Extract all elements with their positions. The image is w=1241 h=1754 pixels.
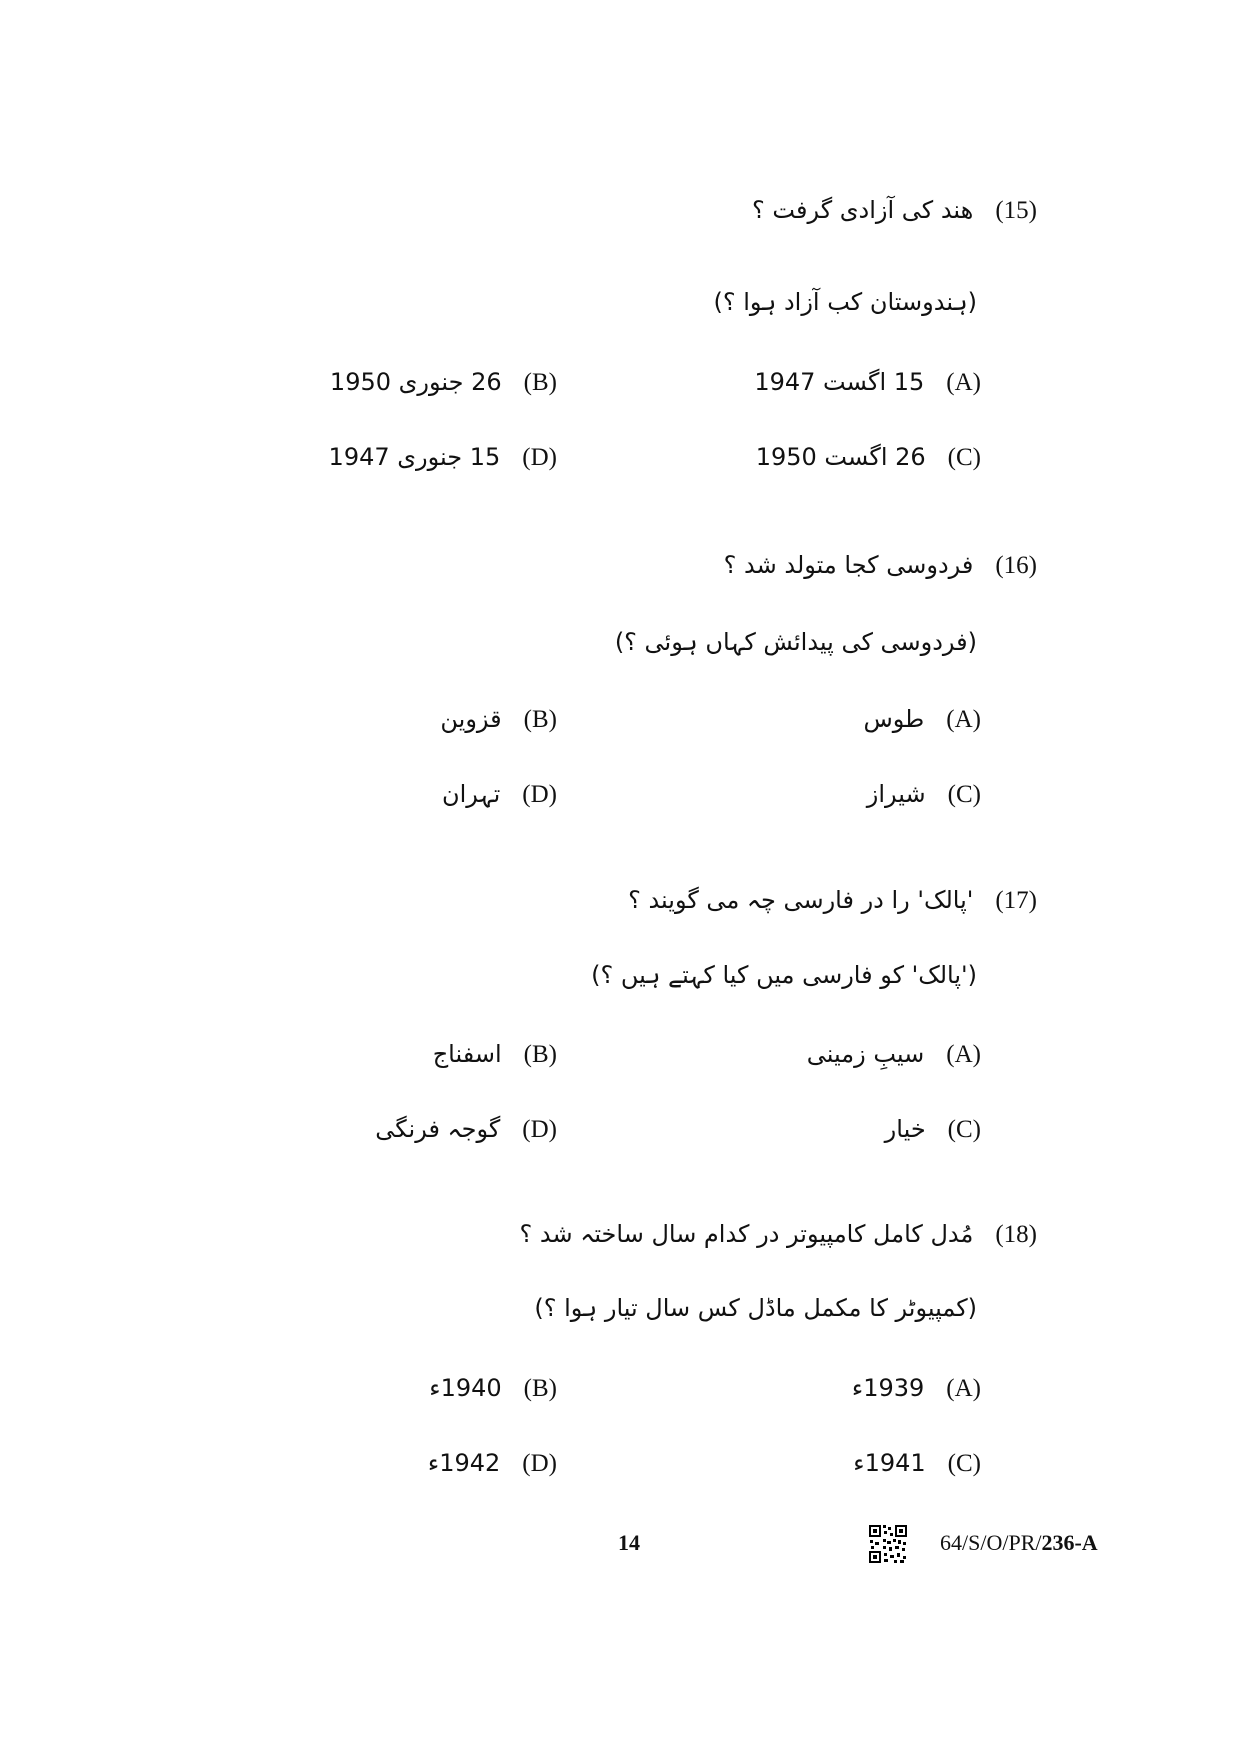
option-label: (B) xyxy=(523,369,557,396)
question-text: 'پالک' را در فارسی چہ می گویند ؟ xyxy=(628,886,974,914)
option-text: 1942ء xyxy=(427,1449,501,1477)
question-17-urdu xyxy=(591,955,977,995)
question-number: (18) xyxy=(995,1221,1037,1248)
question-text: مُدل کامل کامپیوتر در کدام سال ساختہ شد ؟ xyxy=(519,1220,974,1248)
question-text: فردوسی کجا متولد شد ؟ xyxy=(723,551,974,579)
option-label: (A) xyxy=(946,369,981,396)
option-label: (A) xyxy=(946,706,981,733)
option-label: (D) xyxy=(522,781,557,808)
option-label: (D) xyxy=(522,444,557,471)
option-text: 15 اگست 1947 xyxy=(754,368,925,396)
option-text: قزوین xyxy=(440,705,502,733)
option-18-D xyxy=(428,1443,557,1484)
option-text: 26 جنوری 1950 xyxy=(329,368,502,396)
option-text: تہران xyxy=(442,780,501,808)
option-18-A xyxy=(852,1368,981,1409)
paper-code-prefix: 64/S/O/PR/ xyxy=(940,1530,1042,1555)
option-text: 1939ء xyxy=(851,1374,925,1402)
option-18-B xyxy=(429,1368,557,1409)
option-17-B xyxy=(433,1034,557,1075)
option-text: خیار xyxy=(884,1115,926,1143)
option-16-B xyxy=(440,699,557,740)
option-18-C xyxy=(853,1443,981,1484)
option-15-C xyxy=(756,437,981,478)
option-label: (B) xyxy=(523,706,557,733)
option-label: (A) xyxy=(946,1041,981,1068)
option-label: (C) xyxy=(947,1116,981,1143)
option-label: (D) xyxy=(522,1450,557,1477)
page-number: 14 xyxy=(618,1530,640,1555)
option-15-D xyxy=(329,437,557,478)
question-translation: ('پالک' کو فارسی میں کیا کہتے ہیں ؟) xyxy=(591,961,977,989)
option-text: شیراز xyxy=(866,780,926,808)
question-18-persian xyxy=(520,1214,1037,1255)
paper-code xyxy=(940,1530,1098,1556)
option-label: (D) xyxy=(522,1116,557,1143)
option-text: 15 جنوری 1947 xyxy=(328,443,501,471)
question-translation: (فردوسی کی پیدائش کہاں ہوئی ؟) xyxy=(614,628,977,656)
question-16-persian xyxy=(724,545,1037,586)
question-number: (17) xyxy=(995,887,1037,914)
option-label: (C) xyxy=(947,444,981,471)
question-17-persian xyxy=(628,880,1037,921)
option-17-A xyxy=(807,1034,981,1075)
question-15-urdu xyxy=(714,282,978,322)
option-15-B xyxy=(330,362,557,403)
option-label: (B) xyxy=(523,1375,557,1402)
option-label: (A) xyxy=(946,1375,981,1402)
question-18-urdu xyxy=(534,1288,977,1328)
option-text: اسفناج xyxy=(432,1040,502,1068)
question-translation: (کمپیوٹر کا مکمل ماڈل کس سال تیار ہوا ؟) xyxy=(534,1294,977,1322)
option-label: (C) xyxy=(947,1450,981,1477)
option-text: طوس xyxy=(863,705,925,733)
option-label: (B) xyxy=(523,1041,557,1068)
option-text: 26 اگست 1950 xyxy=(755,443,926,471)
question-16-urdu xyxy=(615,622,977,662)
option-16-A xyxy=(863,699,981,740)
option-17-D xyxy=(375,1109,557,1150)
question-number: (15) xyxy=(995,197,1037,224)
option-17-C xyxy=(885,1109,981,1150)
option-text: 1940ء xyxy=(429,1374,502,1402)
option-text: 1941ء xyxy=(853,1449,926,1477)
option-16-D xyxy=(442,774,557,815)
option-text: گوجہ فرنگی xyxy=(375,1115,501,1143)
option-16-C xyxy=(867,774,981,815)
option-text: سیبِ زمینی xyxy=(806,1040,925,1068)
option-15-A xyxy=(754,362,981,403)
qr-code-icon xyxy=(868,1524,908,1564)
question-15-persian xyxy=(752,190,1037,231)
option-label: (C) xyxy=(947,781,981,808)
paper-code-suffix: 236-A xyxy=(1041,1530,1098,1555)
question-number: (16) xyxy=(995,552,1037,579)
question-text: هند کی آزادی گرفت ؟ xyxy=(752,196,974,224)
question-translation: (ہندوستان کب آزاد ہوا ؟) xyxy=(713,288,977,316)
